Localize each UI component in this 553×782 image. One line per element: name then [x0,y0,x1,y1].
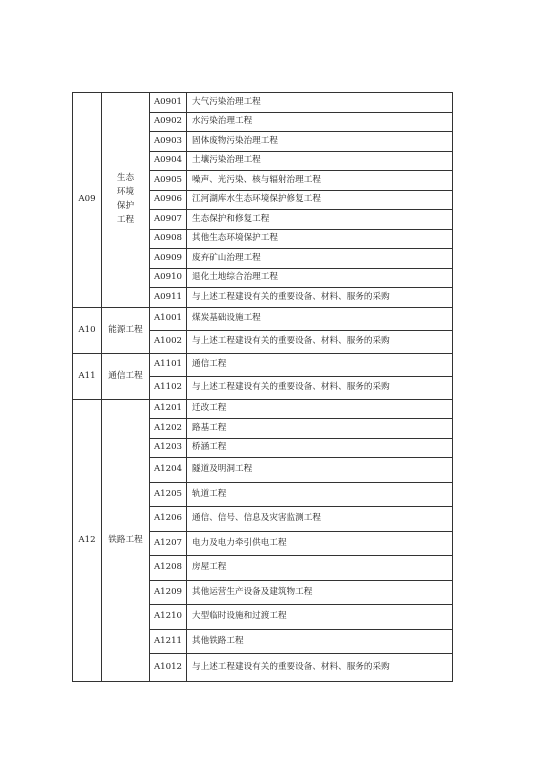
item-name: 桥涵工程 [187,438,453,458]
item-name: 其他运营生产设备及建筑物工程 [187,580,453,605]
item-code: A0904 [150,151,187,171]
item-code: A1001 [150,307,187,330]
classification-table [72,92,453,682]
item-code: A1210 [150,605,187,630]
item-code: A1209 [150,580,187,605]
item-name: 通信、信号、信息及灾害监测工程 [187,507,453,532]
item-name: 路基工程 [187,419,453,439]
item-code: A1208 [150,556,187,581]
category-name-line: 工程 [116,214,135,225]
item-name: 水污染治理工程 [187,112,453,132]
item-name: 大型临时设施和过渡工程 [187,605,453,630]
item-code: A1207 [150,531,187,556]
item-code: A0906 [150,190,187,210]
item-name: 迁改工程 [187,399,453,419]
category-name-line: 生态 [116,173,135,184]
item-name: 通信工程 [187,353,453,376]
item-code: A1102 [150,376,187,399]
item-code: A0903 [150,132,187,152]
item-code: A1012 [150,654,187,682]
category-code: A11 [73,353,102,399]
item-code: A0905 [150,171,187,191]
category-name-line: 环境 [116,187,135,197]
item-code: A1206 [150,507,187,532]
item-code: A0901 [150,93,187,113]
item-code: A1101 [150,353,187,376]
table-row [73,353,453,376]
category-name-line: 保护 [116,200,135,211]
item-code: A1204 [150,458,187,483]
item-code: A0909 [150,249,187,269]
item-name: 江河湖库水生态环境保护修复工程 [187,190,453,210]
category-code: A10 [73,307,102,353]
item-name: 隧道及明洞工程 [187,458,453,483]
item-name: 土壤污染治理工程 [187,151,453,171]
item-name: 其他铁路工程 [187,629,453,654]
item-name: 煤炭基础设施工程 [187,307,453,330]
item-code: A1201 [150,399,187,419]
item-name: 轨道工程 [187,482,453,507]
item-name: 电力及电力牵引供电工程 [187,531,453,556]
item-name: 与上述工程建设有关的重要设备、材料、服务的采购 [187,288,453,308]
table-row [73,307,453,330]
item-code: A1203 [150,438,187,458]
item-name: 与上述工程建设有关的重要设备、材料、服务的采购 [187,654,453,682]
category-code: A09 [73,93,102,308]
category-name [102,93,150,308]
item-code: A0902 [150,112,187,132]
item-code: A0907 [150,210,187,230]
table-body [73,93,453,682]
item-code: A1202 [150,419,187,439]
item-code: A1002 [150,330,187,353]
item-name: 其他生态环境保护工程 [187,229,453,249]
table-row [73,93,453,113]
item-code: A1211 [150,629,187,654]
item-name: 与上述工程建设有关的重要设备、材料、服务的采购 [187,376,453,399]
item-code: A0911 [150,288,187,308]
item-code: A1205 [150,482,187,507]
item-name: 房屋工程 [187,556,453,581]
item-name: 与上述工程建设有关的重要设备、材料、服务的采购 [187,330,453,353]
category-name: 通信工程 [102,353,150,399]
item-code: A0910 [150,268,187,288]
item-name: 生态保护和修复工程 [187,210,453,230]
item-code: A0908 [150,229,187,249]
item-name: 废弃矿山治理工程 [187,249,453,269]
category-code: A12 [73,399,102,682]
item-name: 噪声、光污染、核与辐射治理工程 [187,171,453,191]
item-name: 固体废物污染治理工程 [187,132,453,152]
category-name: 能源工程 [102,307,150,353]
category-name: 铁路工程 [102,399,150,682]
table-row [73,399,453,419]
item-name: 大气污染治理工程 [187,93,453,113]
item-name: 退化土地综合治理工程 [187,268,453,288]
